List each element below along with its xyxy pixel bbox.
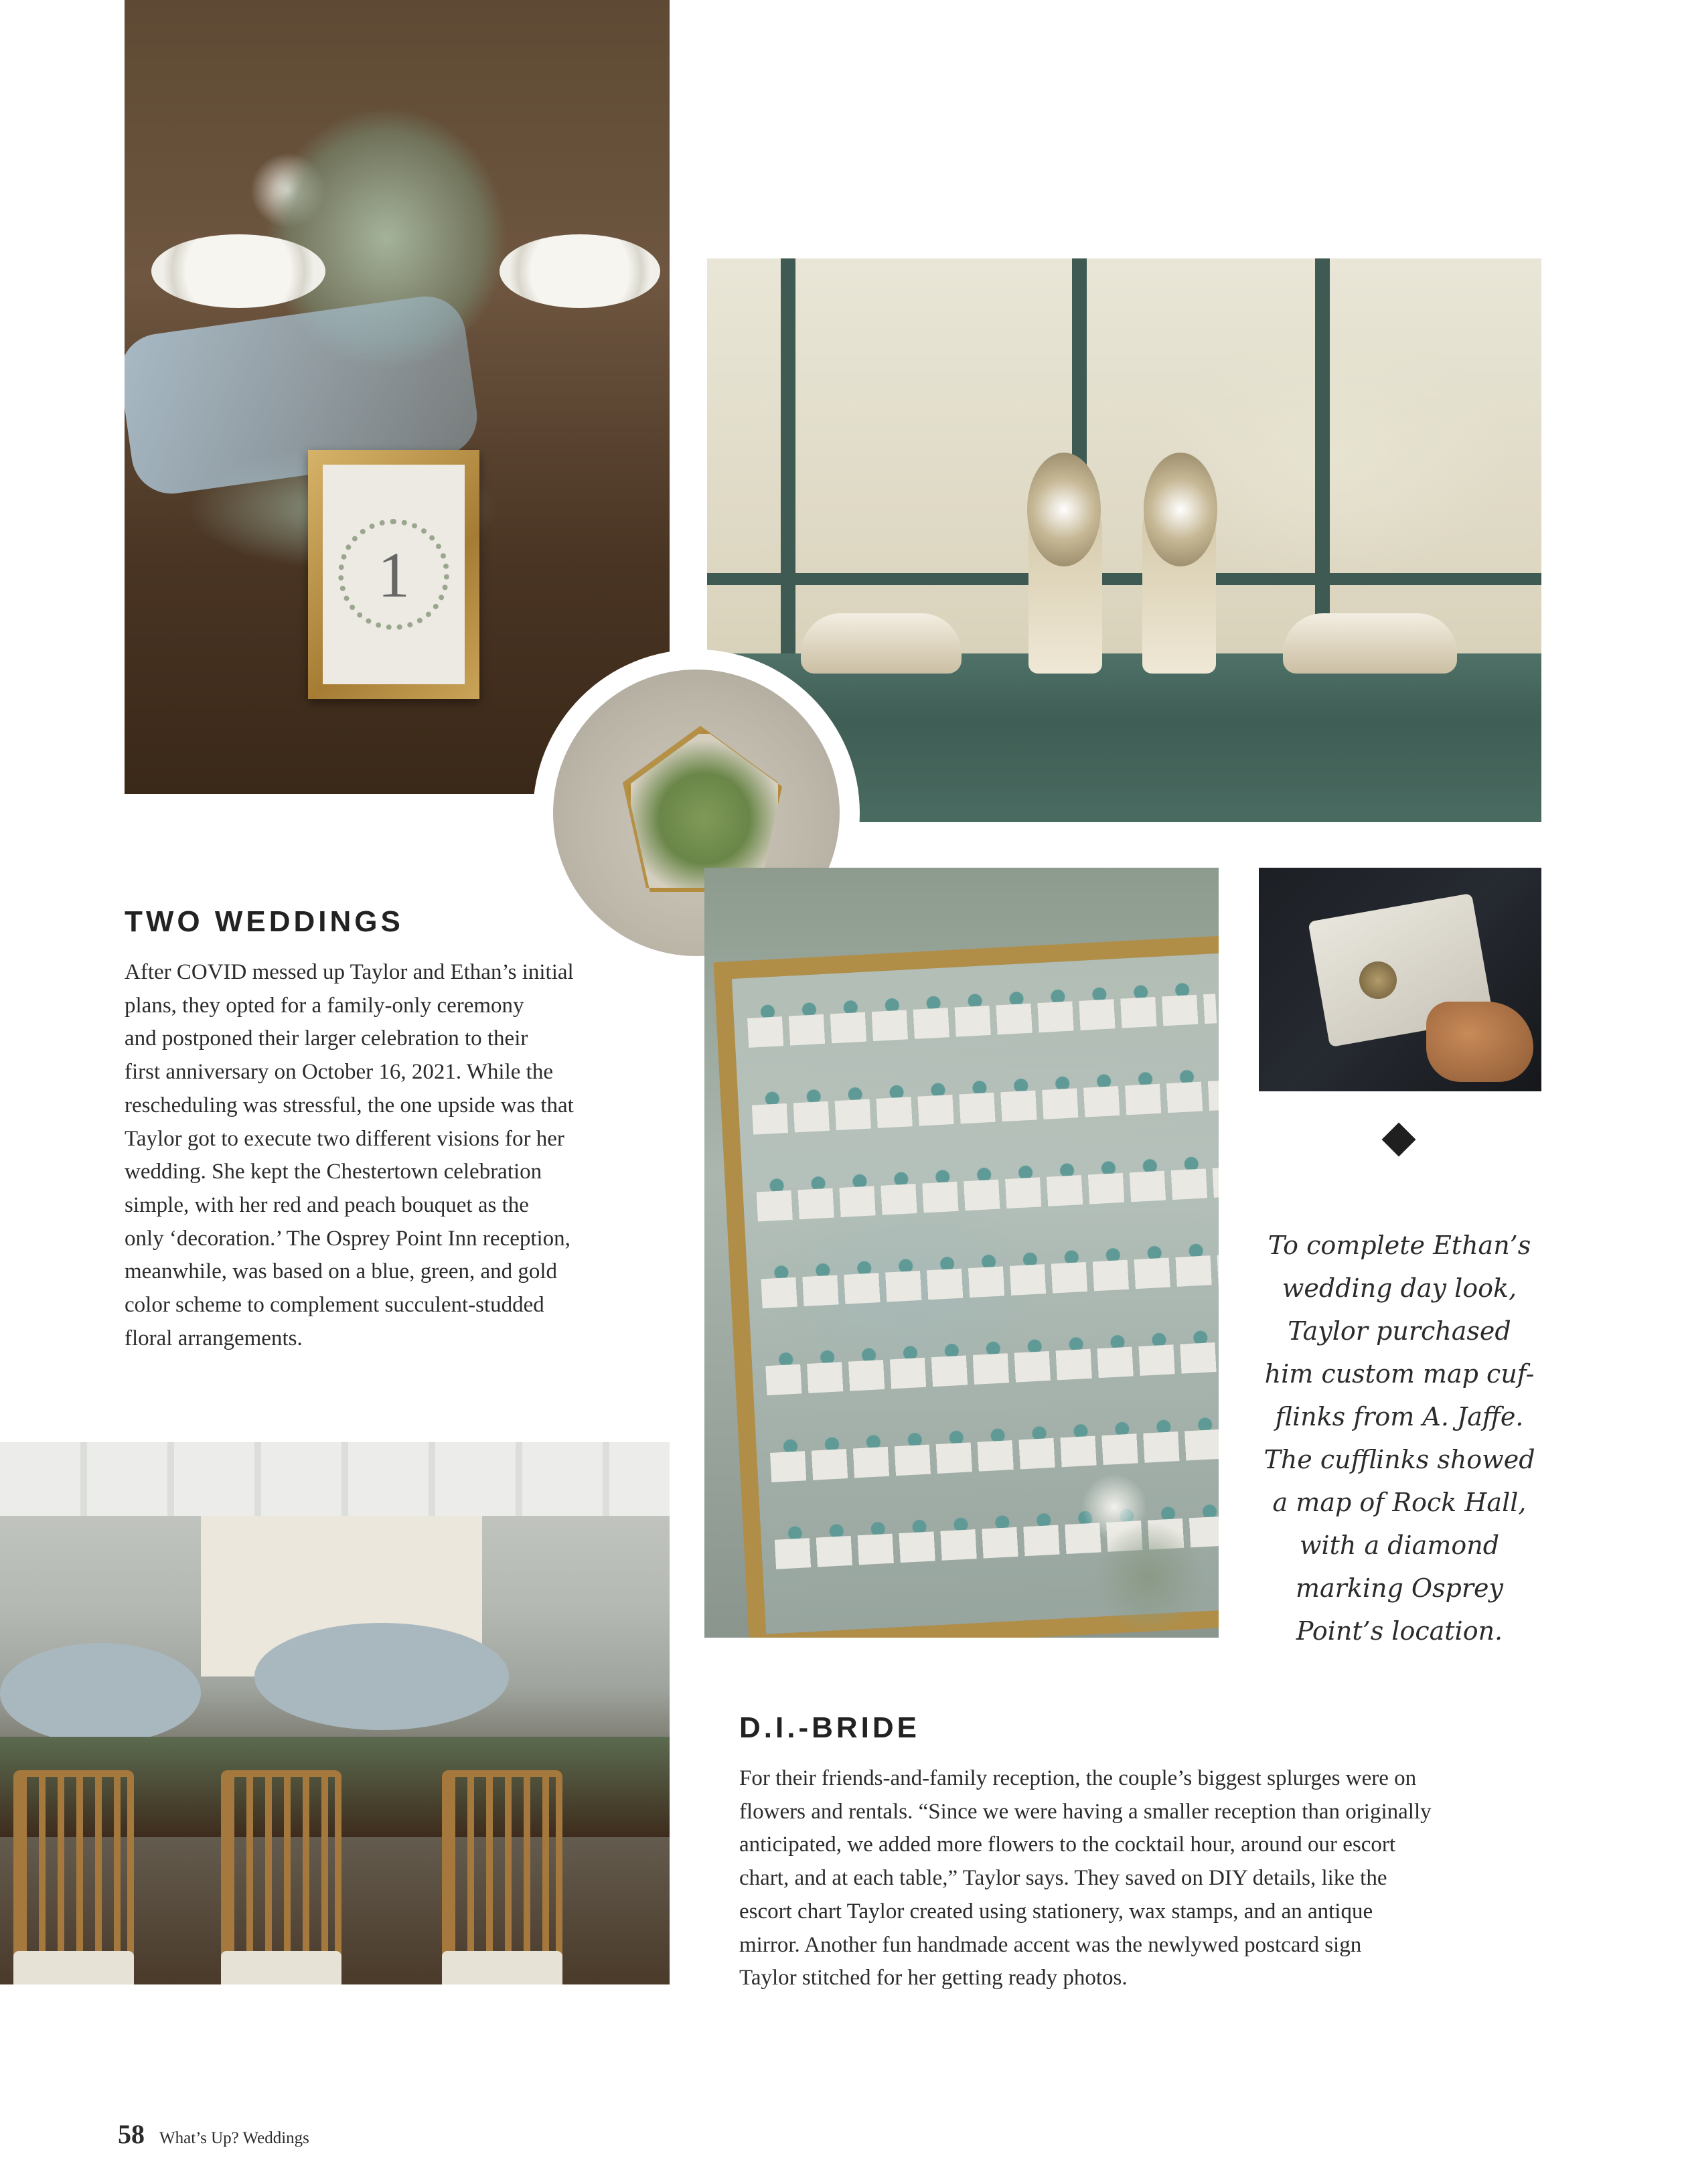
shoe-toe xyxy=(1283,613,1457,674)
chiavari-chair xyxy=(442,1770,562,1984)
page-number: 58 xyxy=(118,2119,145,2149)
quote-line: To complete Ethan’s xyxy=(1268,1231,1531,1260)
quote-line: Taylor purchased xyxy=(1288,1316,1511,1346)
body-line: and postponed their larger celebration to their xyxy=(125,1026,528,1051)
photo-escort-chart xyxy=(704,868,1219,1638)
dinner-plate xyxy=(151,234,325,308)
jeweled-heel xyxy=(1027,453,1101,566)
chair-cushion xyxy=(442,1951,562,1984)
body-line: Taylor got to execute two different visions for her xyxy=(125,1126,564,1151)
wreath-illustration xyxy=(338,519,449,630)
chair-cushion xyxy=(13,1951,134,1984)
quote-line: The cufflinks showed xyxy=(1264,1445,1535,1474)
body-line: flowers and rentals. “Since we were having a smaller reception than originally xyxy=(739,1799,1432,1824)
table-number-frame xyxy=(308,450,479,699)
round-table xyxy=(254,1623,509,1730)
body-line: color scheme to complement succulent-studded xyxy=(125,1293,544,1318)
tent-ceiling xyxy=(0,1442,670,1516)
shoe-toe xyxy=(801,613,962,674)
round-table xyxy=(0,1643,201,1743)
map-cufflink xyxy=(1359,961,1397,999)
body-line: chart, and at each table,” Taylor says. They saved on DIY details, like the xyxy=(739,1866,1387,1891)
body-line: Taylor stitched for her getting ready photos. xyxy=(739,1966,1128,1991)
table-number: 1 xyxy=(378,538,410,611)
photo-cufflink xyxy=(1259,868,1541,1091)
section-heading-two-weddings: TWO WEDDINGS xyxy=(125,905,404,938)
quote-line: with a diamond xyxy=(1299,1531,1500,1560)
body-line: mirror. Another fun handmade accent was the newlywed postcard sign xyxy=(739,1932,1362,1957)
article-body-di-bride xyxy=(739,1762,1543,1995)
hand xyxy=(1426,1002,1533,1082)
photo-centerpiece xyxy=(125,0,670,794)
jeweled-heel xyxy=(1144,453,1217,566)
section-heading-di-bride: D.I.-BRIDE xyxy=(739,1711,920,1744)
window-mullion xyxy=(781,258,795,660)
body-line: For their friends-and-family reception, the couple’s biggest splurges were on xyxy=(739,1766,1417,1790)
quote-line: flinks from A. Jaffe. xyxy=(1275,1402,1524,1431)
table-number-card xyxy=(323,465,465,684)
quote-line: marking Osprey xyxy=(1295,1573,1503,1603)
body-line: only ‘decoration.’ The Osprey Point Inn reception, xyxy=(125,1226,570,1251)
body-line: plans, they opted for a family-only ceremony xyxy=(125,993,524,1018)
dinner-plate xyxy=(500,234,660,308)
body-line: anticipated, we added more flowers to the cocktail hour, around our escort xyxy=(739,1832,1396,1857)
quote-line: wedding day look, xyxy=(1282,1273,1517,1303)
window-mullion xyxy=(707,573,1541,585)
body-line: simple, with her red and peach bouquet as the xyxy=(125,1192,529,1217)
photo-reception-tables xyxy=(0,1442,670,1984)
chiavari-chair xyxy=(13,1770,134,1984)
body-line: wedding. She kept the Chestertown celebration xyxy=(125,1160,542,1184)
chair-cushion xyxy=(221,1951,341,1984)
body-line: escort chart Taylor created using stationery, wax stamps, and an antique xyxy=(739,1899,1373,1924)
body-line: floral arrangements. xyxy=(125,1326,303,1350)
page-folio xyxy=(118,2118,309,2150)
body-line: rescheduling was stressful, the one upside was that xyxy=(125,1093,574,1117)
floral-arrangement xyxy=(1045,1437,1219,1638)
publication-name: What’s Up? Weddings xyxy=(159,2129,309,2147)
quote-line: him custom map cuf- xyxy=(1264,1359,1535,1389)
window-mullion xyxy=(1315,258,1330,660)
quote-line: a map of Rock Hall, xyxy=(1272,1488,1527,1517)
diamond-icon xyxy=(1382,1123,1416,1157)
body-line: meanwhile, was based on a blue, green, and gold xyxy=(125,1259,558,1284)
quote-line: Point’s location. xyxy=(1296,1616,1503,1646)
body-line: After COVID messed up Taylor and Ethan’s initial xyxy=(125,960,574,984)
pull-quote xyxy=(1259,1224,1540,1652)
article-body-two-weddings xyxy=(125,956,647,1355)
body-line: first anniversary on October 16, 2021. While the xyxy=(125,1060,553,1085)
chiavari-chair xyxy=(221,1770,341,1984)
